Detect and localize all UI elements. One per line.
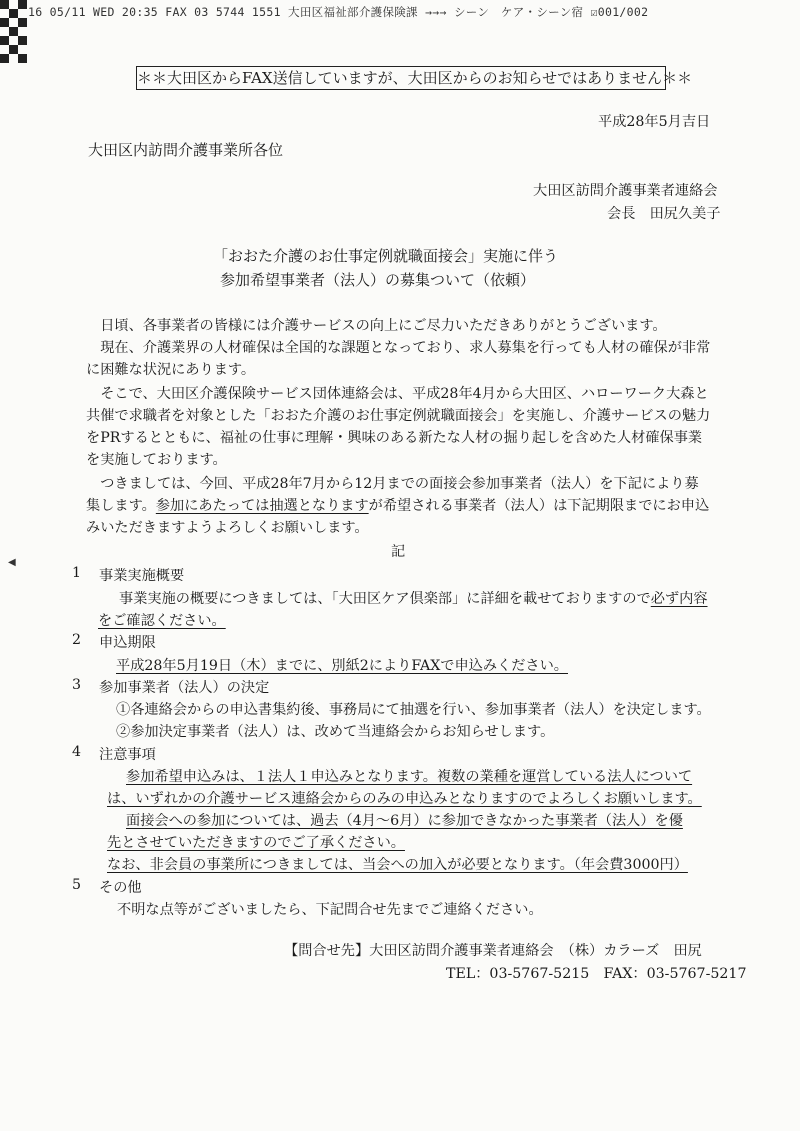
body-line: 現在、介護業界の人材確保は全国的な課題となっており、求人募集を行っても人材の確保が非常 <box>86 340 711 356</box>
contact-line-2: TEL：03-5767-5215 FAX：03-5767-5217 <box>446 966 747 982</box>
section-3-title: 参加事業者（法人）の決定 <box>99 680 270 696</box>
body-line: に困難な状況にあります。 <box>86 362 256 378</box>
body-line-with-emphasis <box>86 495 709 515</box>
checker-square <box>0 18 9 27</box>
checker-square <box>18 0 27 9</box>
section-4-title: 注意事項 <box>99 747 156 763</box>
section-1-text-emphasis: 必ず内容 <box>650 591 708 607</box>
body-text: が希望される事業者（法人）は下記期限までにお申込 <box>368 498 710 514</box>
body-line: つきましては、今回、平成28年7月から12月までの面接会参加事業者（法人）を下記により募 <box>86 476 699 492</box>
checker-square <box>0 36 9 45</box>
section-4-line-1: 参加希望申込みは、１法人１申込みとなります。複数の業種を運営している法人について <box>126 769 693 785</box>
section-2-title: 申込期限 <box>99 635 156 651</box>
section-1-text-cont: をご確認ください。 <box>98 613 226 629</box>
section-4-line-3: 面接会への参加については、過去（4月～6月）に参加できなかった事業者（法人）を優 <box>126 813 683 829</box>
body-line: 日頃、各事業者の皆様には介護サービスの向上にご尽力いただきありがとうございます。 <box>86 318 667 334</box>
checker-square <box>9 27 18 36</box>
body-line: をPRするとともに、福祉の仕事に理解・興味のある新たな人材の掘り起しを含めた人材確保事業 <box>86 430 703 446</box>
title-line-1: 「おおた介護のお仕事定例就職面接会」実施に伴う <box>213 247 559 265</box>
fax-header: 16 05/11 WED 20:35 FAX 03 5744 1551 大田区福祉部介護保険課 →→→ シーン ケア・シーン宿 ☑001/002 <box>28 5 649 19</box>
section-3-number: 3 <box>72 677 82 693</box>
section-1-title: 事業実施概要 <box>99 568 185 584</box>
section-3-item-2: ②参加決定事業者（法人）は、改めて当連絡会からお知らせします。 <box>116 724 555 740</box>
checker-square <box>9 45 18 54</box>
page-marker-icon: ◀ <box>8 557 16 568</box>
checker-square <box>18 54 27 63</box>
contact-line-1: 【問合せ先】大田区訪問介護事業者連絡会 （株）カラーズ 田尻 <box>284 943 702 959</box>
body-line: みいただきますようよろしくお願いします。 <box>86 520 369 536</box>
recipient: 大田区内訪問介護事業所各位 <box>88 141 284 159</box>
section-4-line-4: 先とさせていただきますのでご了承ください。 <box>107 835 405 851</box>
section-5-number: 5 <box>72 877 82 893</box>
section-1-text-main: 事業実施の概要につきましては、「大田区ケア倶楽部」に詳細を載せておりますので <box>119 591 651 607</box>
section-2-number: 2 <box>72 632 82 648</box>
body-line: 共催で求職者を対象とした「おおた介護のお仕事定例就職面接会」を実施し、介護サービスの魅力 <box>86 408 711 424</box>
section-2-deadline: 平成28年5月19日（木）までに、別紙2によりFAXで申込みください。 <box>116 658 568 674</box>
body-line: を実施しております。 <box>86 452 227 468</box>
section-5-title: その他 <box>99 880 142 896</box>
sender-org: 大田区訪問介護事業者連絡会 <box>533 183 718 199</box>
checker-square <box>18 36 27 45</box>
lottery-notice: 参加にあたっては抽選となります <box>155 498 369 514</box>
section-1-text <box>119 588 708 608</box>
body-text: 集します。 <box>86 498 156 514</box>
section-4-line-5: なお、非会員の事業所につきましては、当会への加入が必要となります。（年会費3000円） <box>107 857 688 873</box>
ki-heading: 記 <box>391 544 406 560</box>
section-4-number: 4 <box>72 744 82 760</box>
title-line-2: 参加希望事業者（法人）の募集ついて（依頼） <box>220 271 536 289</box>
sender-person: 会長 田尻久美子 <box>607 206 721 222</box>
section-5-text: 不明な点等がございましたら、下記問合せ先までご連絡ください。 <box>117 902 543 918</box>
checker-square <box>9 9 18 18</box>
checker-square <box>18 18 27 27</box>
document-date: 平成28年5月吉日 <box>598 114 711 130</box>
section-4-line-2: は、いずれかの介護サービス連絡会からのみの申込みとなりますのでよろしくお願いします。 <box>107 791 702 807</box>
section-1-number: 1 <box>72 565 82 581</box>
checker-square <box>0 54 9 63</box>
body-line: そこで、大田区介護保険サービス団体連絡会は、平成28年4月から大田区、ハローワーク大森と <box>86 386 709 402</box>
checker-square <box>0 0 9 9</box>
notice-banner: ＊＊大田区からFAX送信していますが、大田区からのお知らせではありません＊＊ <box>136 66 666 90</box>
section-3-item-1: ①各連絡会からの申込書集約後、事務局にて抽選を行い、参加事業者（法人）を決定します。 <box>116 702 711 718</box>
